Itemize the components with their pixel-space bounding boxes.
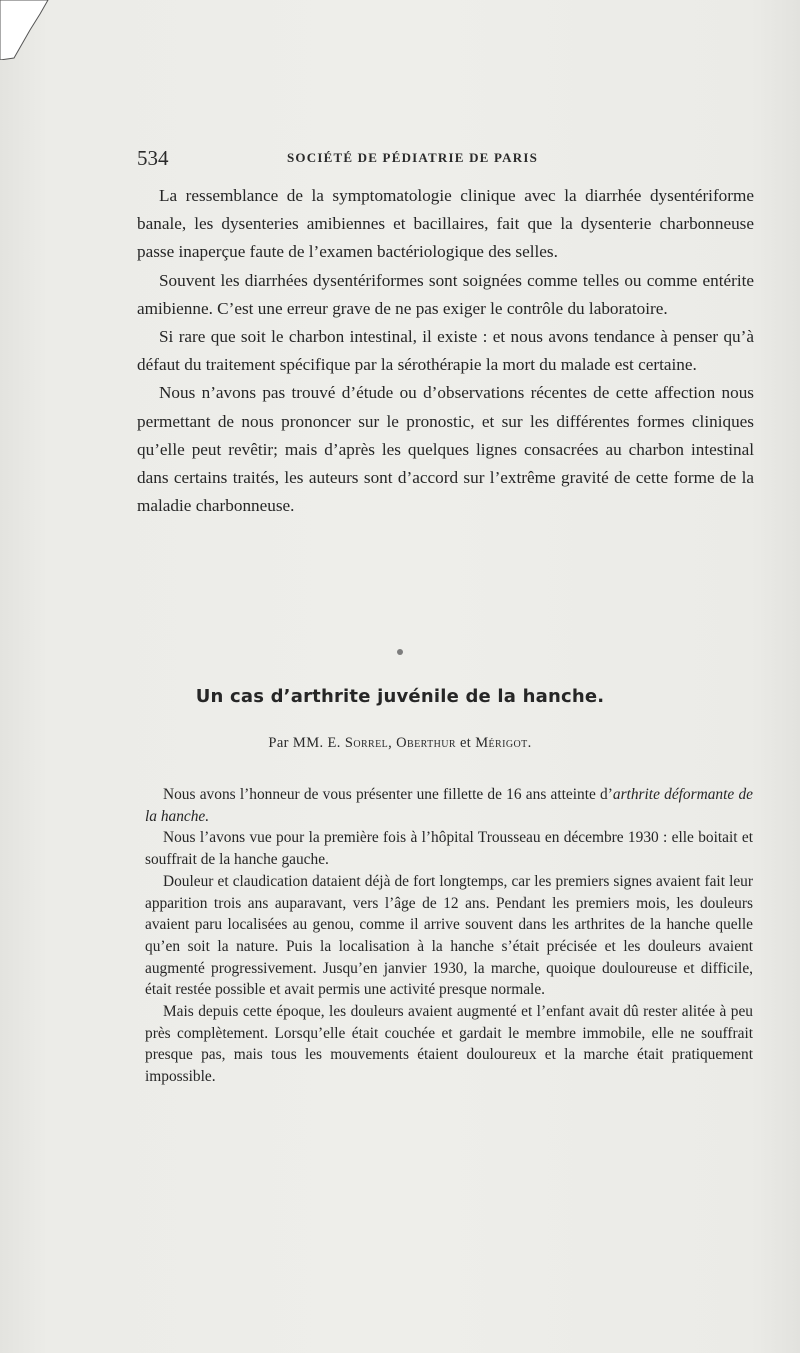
page-corner-fold [0,0,60,60]
paragraph-text: Nous avons l’honneur de vous présenter une fillette de 16 ans atteinte d’ [163,786,613,803]
article-title: Un cas d’arthrite juvénile de la hanche. [195,686,605,707]
byline-prefix: Par MM. E. [268,735,345,751]
intro-text [137,182,754,520]
paragraph: Si rare que soit le charbon intestinal, il existe : et nous avons tendance à penser qu’à défaut du traitement spécifique par la sérothérapie la mort du malade est certaine. [137,327,754,375]
author-name: Oberthur [396,735,456,751]
paragraph: La ressemblance de la symptomatologie clinique avec la diarrhée dysentériforme banale, les dysenteries amibiennes et bacillaires, fait que la dysenterie charbonneuse passe inaperçue faute de l’examen bactériologique des selles. [137,186,754,262]
section-ornament [397,649,403,655]
byline-suffix: . [527,735,532,751]
byline-separator: , [388,735,397,751]
author-name: Mérigot [475,735,528,751]
paragraph [145,784,753,827]
paragraph: Douleur et claudication dataient déjà de fort longtemps, car les premiers signes avaient fait leur apparition trois ans auparavant, vers l’âge de 12 ans. Pendant les premiers mois, les douleurs avaient paru localisées au genou, comme il arrive souvent dans les arthrites de la hanche quelle qu’en soit la nature. Puis la localisation à la hanche s’était précisée et les douleurs avaient augmenté progressivement. Jusqu’en janvier 1930, la marche, quoique douloureuse et difficile, était restée possible et avait permis une activité presque normale. [145,872,753,999]
article-byline [0,735,800,752]
page-number: 534 [137,146,169,170]
author-name: Sorrel [344,735,389,751]
paragraph: Souvent les diarrhées dysentériformes sont soignées comme telles ou comme entérite amibienne. C’est une erreur grave de ne pas exiger le contrôle du laboratoire. [137,270,754,318]
byline-separator: et [455,735,476,751]
running-title: SOCIÉTÉ DE PÉDIATRIE DE PARIS [287,150,539,165]
article-body [145,784,753,1088]
paragraph: Mais depuis cette époque, les douleurs avaient augmenté et l’enfant avait dû rester alitée à peu près complètement. Lorsqu’elle était couchée et gardait le membre immobile, elle ne souffrait presque pas, mais tous les mouvements étaient douloureux et la marche était pratiquement impossible. [145,1003,753,1086]
page-header [137,146,597,174]
paragraph: Nous n’avons pas trouvé d’étude ou d’observations récentes de cette affection nous permettant de nous prononcer sur le pronostic, et sur les différentes formes cliniques qu’elle peut revêtir; mais d’après les quelques lignes consacrées au charbon intestinal dans certains traités, les auteurs sont d’accord sur l’extrême gravité de cette forme de la maladie charbonneuse. [137,383,754,516]
paragraph: Nous l’avons vue pour la première fois à l’hôpital Trousseau en décembre 1930 : elle boitait et souffrait de la hanche gauche. [145,829,753,869]
emphasis-text: arthrite déformante de la hanche. [145,786,753,825]
